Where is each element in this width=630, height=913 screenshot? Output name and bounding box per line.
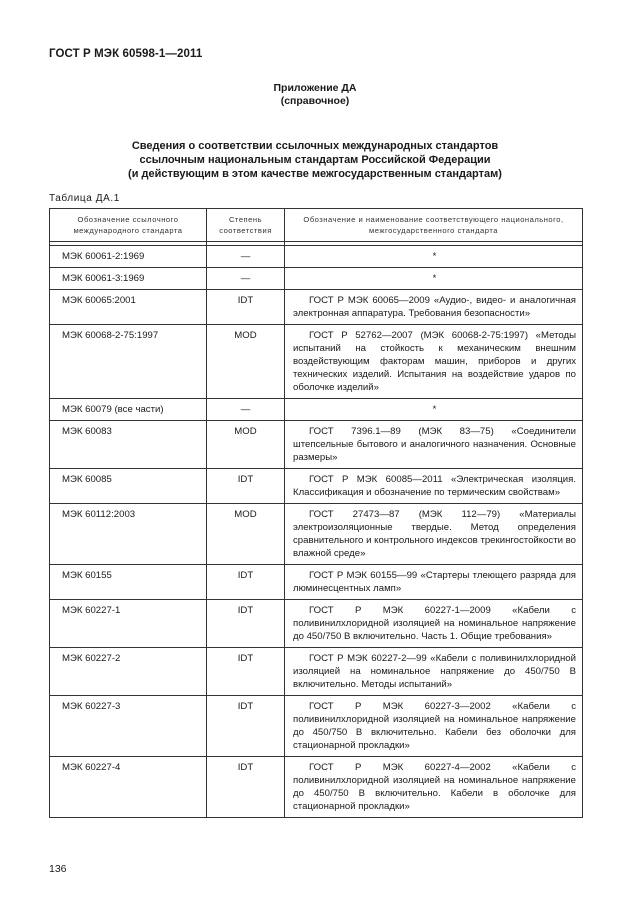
correspondence-table (49, 208, 583, 818)
degree-cell: IDT (207, 757, 285, 818)
table-row (50, 268, 583, 290)
table-row (50, 600, 583, 648)
reference-standard-cell: МЭК 60227-4 (50, 757, 207, 818)
table-row (50, 648, 583, 696)
reference-standard-cell: МЭК 60085 (50, 469, 207, 504)
national-standard-cell (285, 757, 583, 818)
reference-standard-cell: МЭК 60227-2 (50, 648, 207, 696)
table-caption: Таблица ДА.1 (49, 193, 120, 204)
degree-cell: IDT (207, 696, 285, 757)
degree-cell: IDT (207, 565, 285, 600)
section-title-line: Сведения о соответствии ссылочных международных стандартов (131, 140, 499, 152)
reference-standard-cell: МЭК 60227-3 (50, 696, 207, 757)
national-standard-text: ГОСТ Р МЭК 60227-2—99 «Кабели с поливинилхлоридной изоляцией на номинальное напряжение до 450/750 В включительно. Методы испытаний» (293, 653, 576, 690)
national-standard-cell (285, 290, 583, 325)
national-standard-cell (285, 268, 583, 290)
header-national-standard: Обозначение и наименование соответствующего национального, межгосударственного стандарта (285, 209, 583, 242)
national-standard-text: * (432, 273, 437, 284)
table-row (50, 399, 583, 421)
national-standard-cell (285, 399, 583, 421)
national-standard-text: * (432, 404, 437, 415)
appendix-subtitle: (справочное) (280, 95, 350, 107)
table-row (50, 469, 583, 504)
reference-standard-cell: МЭК 60079 (все части) (50, 399, 207, 421)
reference-standard-cell: МЭК 60083 (50, 421, 207, 469)
reference-standard-cell: МЭК 60068-2-75:1997 (50, 325, 207, 399)
national-standard-cell (285, 600, 583, 648)
degree-cell: IDT (207, 600, 285, 648)
document-code: ГОСТ Р МЭК 60598-1—2011 (49, 48, 203, 60)
appendix-title: Приложение ДА (273, 82, 357, 94)
appendix-heading (0, 82, 630, 108)
national-standard-text: ГОСТ 27473—87 (МЭК 112—79) «Материалы электроизоляционные твердые. Метод определения сравнительного и контрольного индексов трекингостойкости во влажной среде» (293, 509, 576, 559)
section-title-line: ссылочным национальным стандартам Российской Федерации (139, 154, 491, 166)
section-title-line: (и действующим в этом качестве межгосударственным стандартам) (128, 168, 502, 180)
national-standard-cell (285, 648, 583, 696)
national-standard-cell (285, 565, 583, 600)
header-degree: Степень соответствия (207, 209, 285, 242)
reference-standard-cell: МЭК 60227-1 (50, 600, 207, 648)
degree-cell: IDT (207, 469, 285, 504)
national-standard-cell (285, 325, 583, 399)
national-standard-cell (285, 696, 583, 757)
page-number: 136 (49, 863, 67, 875)
national-standard-text: ГОСТ Р МЭК 60227-3—2002 «Кабели с поливинилхлоридной изоляцией на номинальное напряжение до 450/750 В включительно. Кабели без оболочки для стационарной прокладки» (293, 701, 576, 751)
national-standard-text: ГОСТ 7396.1—89 (МЭК 83—75) «Соединители штепсельные бытового и аналогичного назначения. Основные размеры» (293, 426, 576, 463)
degree-cell: — (207, 268, 285, 290)
national-standard-text: ГОСТ Р МЭК 60227-1—2009 «Кабели с поливинилхлоридной изоляцией на номинальное напряжение до 450/750 В включительно. Часть 1. Общие требования» (293, 605, 576, 642)
section-title (0, 139, 630, 181)
degree-cell: MOD (207, 421, 285, 469)
table-row (50, 325, 583, 399)
national-standard-text: * (432, 251, 437, 262)
reference-standard-cell: МЭК 60065:2001 (50, 290, 207, 325)
national-standard-text: ГОСТ Р 52762—2007 (МЭК 60068-2-75:1997) «Методы испытаний на стойкость к механическим внешним воздействующим факторам машин, приборов и других технических изделий. Испытания на воздействие ударов по оболочке изделий» (293, 330, 576, 393)
table-row (50, 421, 583, 469)
national-standard-text: ГОСТ Р МЭК 60065—2009 «Аудио-, видео- и аналогичная электронная аппаратура. Требования безопасности» (293, 295, 576, 319)
degree-cell: — (207, 246, 285, 268)
national-standard-cell (285, 469, 583, 504)
national-standard-text: ГОСТ Р МЭК 60085—2011 «Электрическая изоляция. Классификация и обозначение по термическим свойствам» (293, 474, 576, 498)
table-row (50, 757, 583, 818)
table-row (50, 246, 583, 268)
national-standard-cell (285, 504, 583, 565)
table-row (50, 565, 583, 600)
reference-standard-cell: МЭК 60155 (50, 565, 207, 600)
degree-cell: MOD (207, 504, 285, 565)
table-body (50, 242, 583, 818)
degree-cell: — (207, 399, 285, 421)
national-standard-text: ГОСТ Р МЭК 60155—99 «Стартеры тлеющего разряда для люминесцентных ламп» (293, 570, 576, 594)
table-header-row (50, 209, 583, 242)
reference-standard-cell: МЭК 60061-3:1969 (50, 268, 207, 290)
table-row (50, 696, 583, 757)
degree-cell: MOD (207, 325, 285, 399)
table-row (50, 504, 583, 565)
header-reference-standard: Обозначение ссылочного международного стандарта (50, 209, 207, 242)
degree-cell: IDT (207, 290, 285, 325)
table-row (50, 290, 583, 325)
national-standard-cell (285, 421, 583, 469)
national-standard-cell (285, 246, 583, 268)
reference-standard-cell: МЭК 60061-2:1969 (50, 246, 207, 268)
national-standard-text: ГОСТ Р МЭК 60227-4—2002 «Кабели с поливинилхлоридной изоляцией на номинальное напряжение до 450/750 В включительно. Кабели в оболочке для стационарной прокладки» (293, 762, 576, 812)
degree-cell: IDT (207, 648, 285, 696)
reference-standard-cell: МЭК 60112:2003 (50, 504, 207, 565)
